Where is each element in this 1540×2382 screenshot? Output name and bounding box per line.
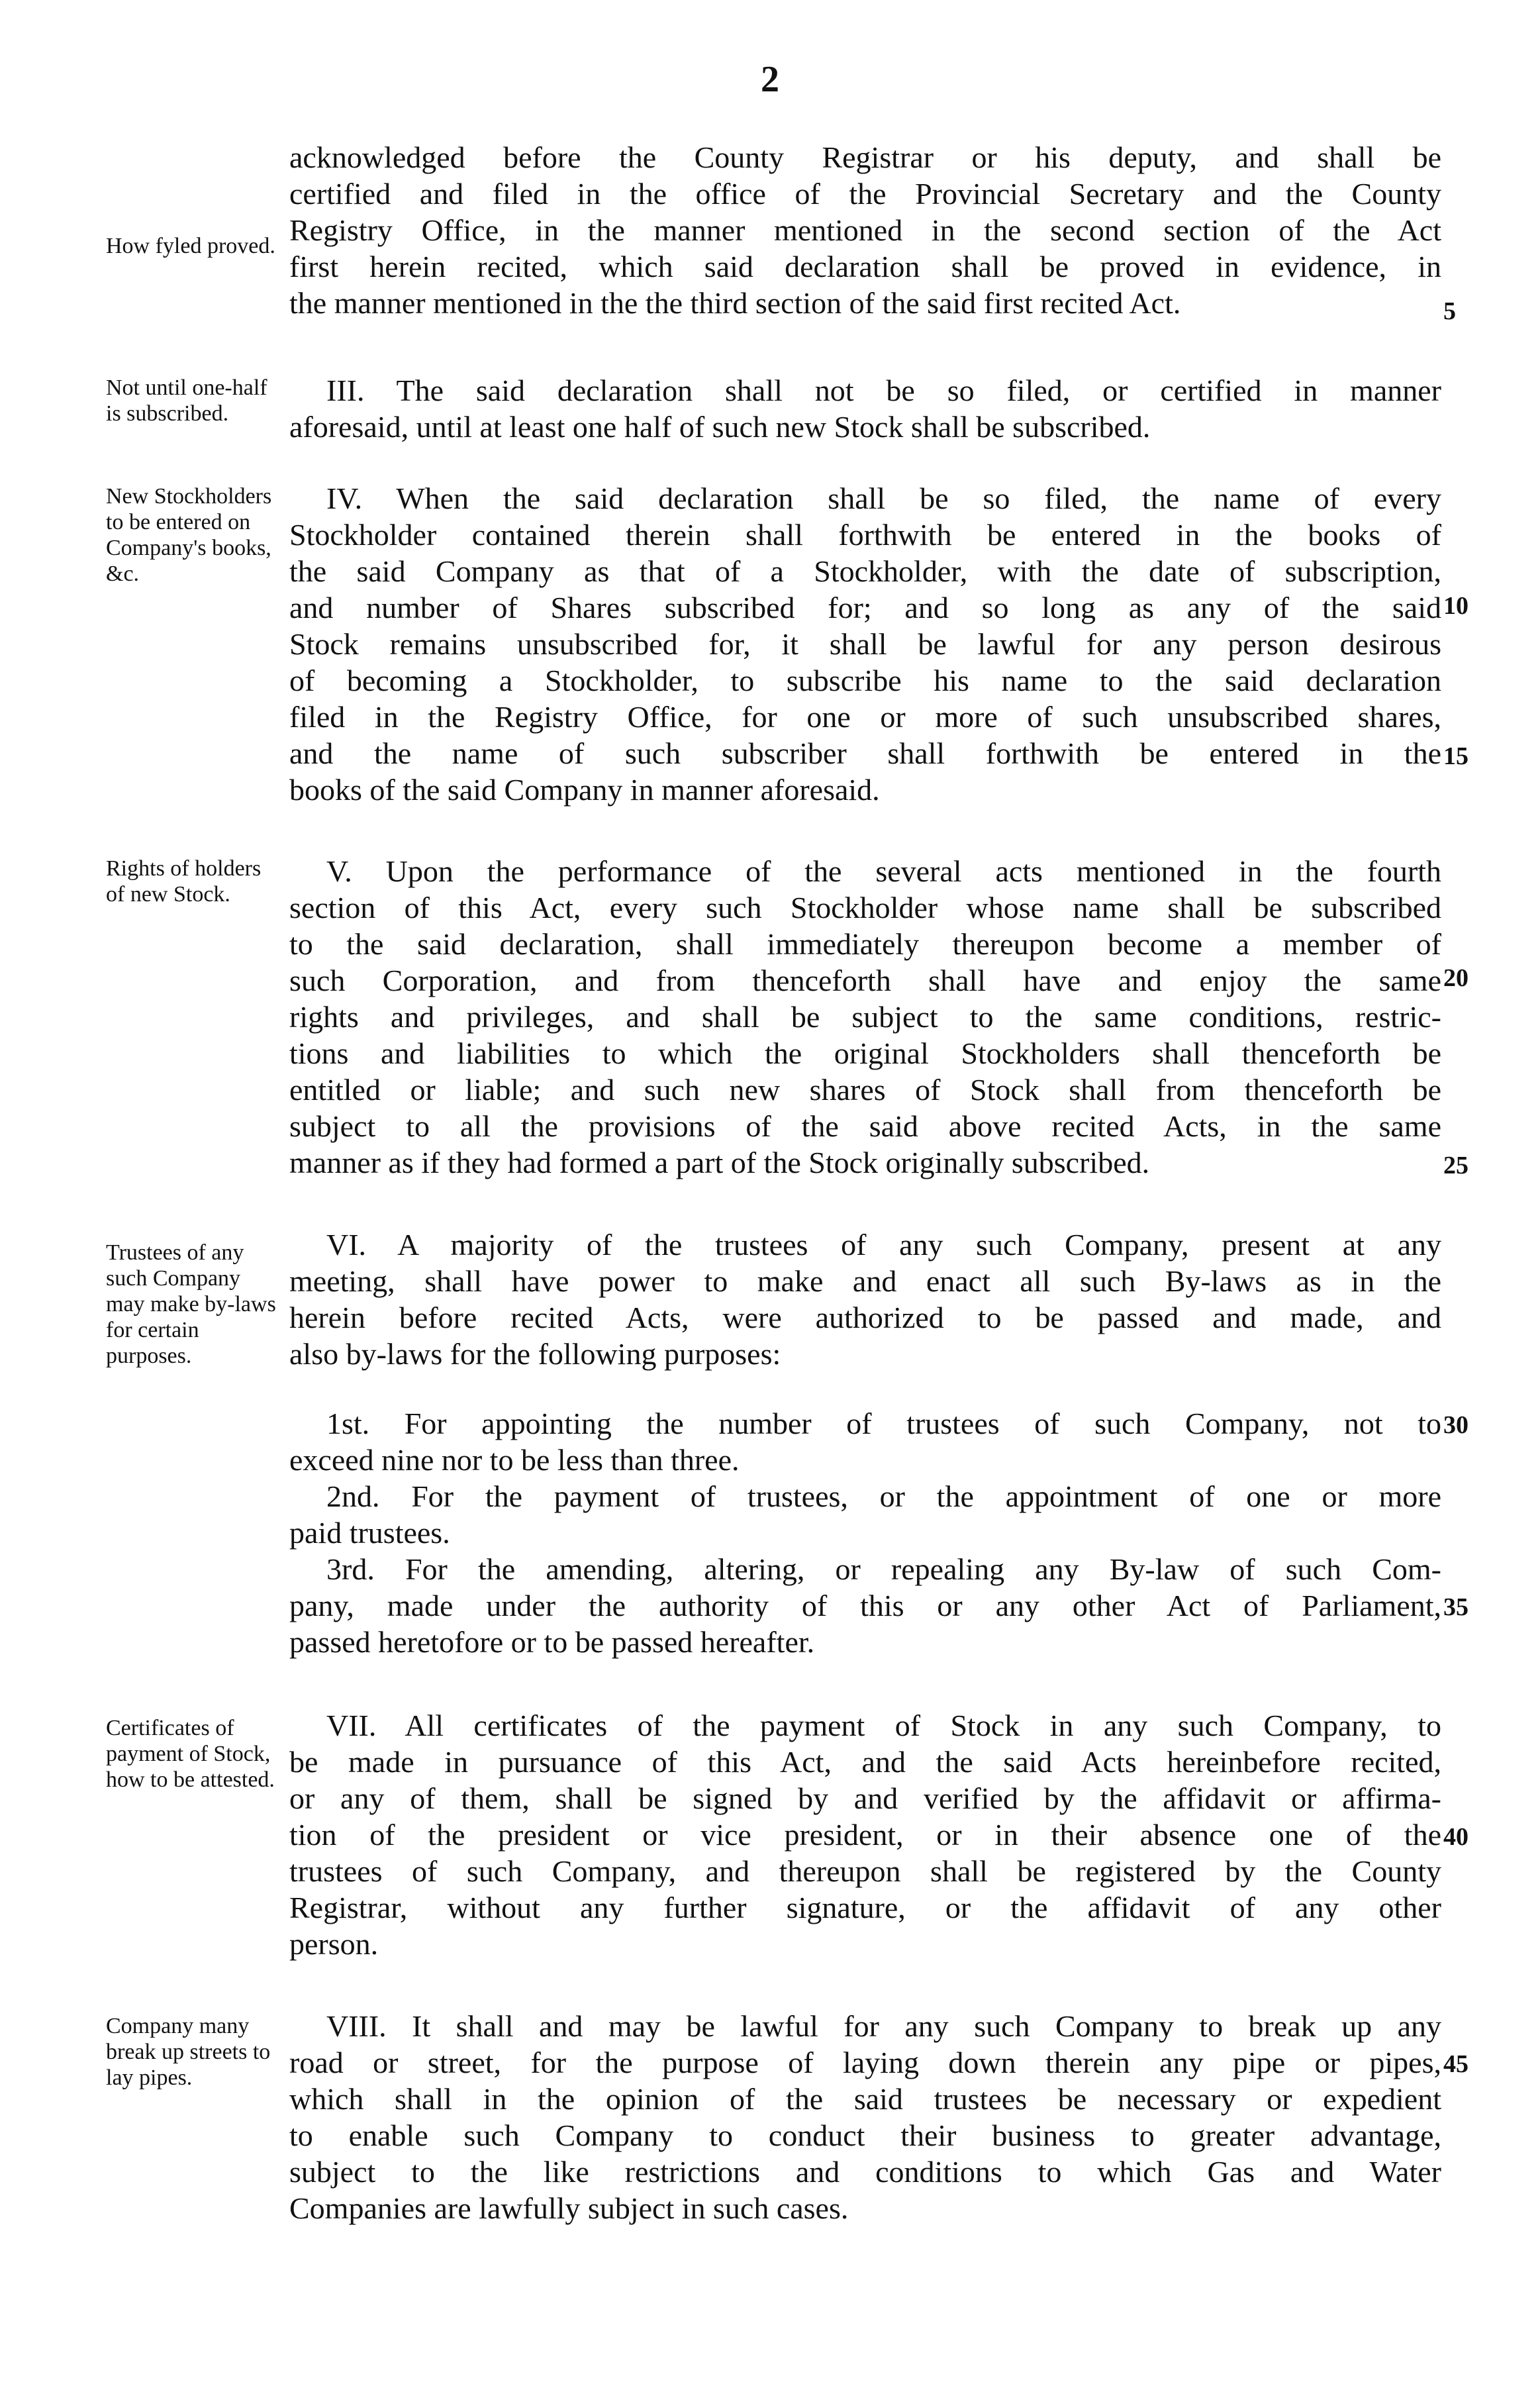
- text-line: section of this Act, every such Stockholder whose name shall be subscribed: [289, 891, 1441, 924]
- text-line: the said Company as that of a Stockholder, with the date of subscription,: [289, 554, 1441, 588]
- text-line: IV. When the said declaration shall be so filed, the name of every: [326, 481, 1441, 515]
- section-text: [289, 2008, 1441, 2226]
- line-number: 30: [1443, 1411, 1468, 1439]
- section-text: [289, 1707, 1441, 1962]
- list-item-line: exceed nine nor to be less than three.: [289, 1443, 740, 1477]
- list-item-line: paid trustees.: [289, 1516, 450, 1550]
- text-line: or any of them, shall be signed by and verified by the affidavit or affirma-: [289, 1781, 1441, 1815]
- text-line: Registry Office, in the manner mentioned in the second section of the Act: [289, 213, 1441, 247]
- text-line: meeting, shall have power to make and enact all such By-laws as in the: [289, 1264, 1441, 1298]
- line-number: 45: [1443, 2050, 1468, 2078]
- text-line: Stock remains unsubscribed for, it shall be lawful for any person desirous: [289, 627, 1441, 661]
- text-line: which shall in the opinion of the said trustees be necessary or expedient: [289, 2082, 1441, 2116]
- by-law-list: [289, 1405, 1441, 1660]
- section-text: [289, 1226, 1441, 1372]
- text-line: to the said declaration, shall immediately thereupon become a member of: [289, 927, 1441, 961]
- text-line: Registrar, without any further signature, or the affidavit of any other: [289, 1891, 1441, 1924]
- text-line: the manner mentioned in the the third section of the said first recited Act.: [289, 286, 1181, 320]
- text-line: be made in pursuance of this Act, and the said Acts hereinbefore recited,: [289, 1745, 1441, 1779]
- marginal-note: Certificates of payment of Stock, how to be attested.: [106, 1716, 275, 1792]
- text-line: books of the said Company in manner aforesaid.: [289, 773, 880, 807]
- line-number: 40: [1443, 1823, 1468, 1851]
- text-line: subject to the like restrictions and conditions to which Gas and Water: [289, 2155, 1441, 2189]
- text-line: VII. All certificates of the payment of Stock in any such Company, to: [326, 1709, 1441, 1742]
- text-line: person.: [289, 1927, 379, 1961]
- text-line: subject to all the provisions of the said above recited Acts, in the same: [289, 1109, 1441, 1143]
- text-line: tion of the president or vice president, or in their absence one of the: [289, 1818, 1441, 1852]
- list-item-line: 3rd. For the amending, altering, or repealing any By-law of such Com-: [326, 1552, 1441, 1586]
- text-line: filed in the Registry Office, for one or more of such unsubscribed shares,: [289, 700, 1441, 734]
- text-line: herein before recited Acts, were authorized to be passed and made, and: [289, 1301, 1441, 1334]
- text-line: aforesaid, until at least one half of such new Stock shall be subscribed.: [289, 410, 1151, 444]
- section-text: [289, 372, 1441, 445]
- line-number: 25: [1443, 1152, 1468, 1179]
- text-line: manner as if they had formed a part of the Stock originally subscribed.: [289, 1146, 1150, 1179]
- text-line: of becoming a Stockholder, to subscribe his name to the said declaration: [289, 664, 1441, 697]
- line-number: 20: [1443, 964, 1468, 992]
- text-line: V. Upon the performance of the several acts mentioned in the fourth: [326, 854, 1441, 888]
- text-line: acknowledged before the County Registrar or his deputy, and shall be: [289, 140, 1441, 174]
- marginal-note: Rights of holders of new Stock.: [106, 856, 262, 907]
- text-line: VIII. It shall and may be lawful for any such Company to break up any: [326, 2009, 1441, 2043]
- section-text: [289, 480, 1441, 808]
- marginal-note: Trustees of any such Company may make by-laws for certain purposes.: [106, 1240, 276, 1368]
- line-number: 15: [1443, 742, 1468, 770]
- text-line: road or street, for the purpose of laying down therein any pipe or pipes,: [289, 2046, 1441, 2079]
- text-line: trustees of such Company, and thereupon shall be registered by the County: [289, 1854, 1441, 1888]
- list-item-line: 2nd. For the payment of trustees, or the appointment of one or more: [326, 1479, 1441, 1513]
- section-text: [289, 853, 1441, 1181]
- marginal-note: New Stockholders to be entered on Company's books, &c.: [106, 484, 272, 586]
- marginal-note: Not until one-half is subscribed.: [106, 375, 267, 426]
- marginal-note: How fyled proved.: [106, 234, 275, 258]
- page-number: 2: [761, 59, 779, 100]
- text-line: rights and privileges, and shall be subject to the same conditions, restric-: [289, 1000, 1441, 1034]
- text-line: also by-laws for the following purposes:: [289, 1337, 781, 1371]
- list-item-line: pany, made under the authority of this or any other Act of Parliament,: [289, 1589, 1441, 1622]
- text-line: and number of Shares subscribed for; and so long as any of the said: [289, 591, 1441, 624]
- text-line: Stockholder contained therein shall forthwith be entered in the books of: [289, 518, 1441, 552]
- text-line: VI. A majority of the trustees of any such Company, present at any: [326, 1228, 1441, 1262]
- line-number: 10: [1443, 592, 1468, 620]
- text-line: III. The said declaration shall not be so filed, or certified in manner: [326, 373, 1441, 407]
- line-number: 5: [1443, 297, 1456, 325]
- text-line: certified and filed in the office of the Provincial Secretary and the County: [289, 177, 1441, 211]
- section-text: [289, 139, 1441, 321]
- list-item-line: passed heretofore or to be passed hereafter.: [289, 1625, 815, 1659]
- text-line: and the name of such subscriber shall forthwith be entered in the: [289, 736, 1441, 770]
- text-line: tions and liabilities to which the original Stockholders shall thenceforth be: [289, 1036, 1441, 1070]
- text-line: to enable such Company to conduct their business to greater advantage,: [289, 2118, 1441, 2152]
- marginal-note: Company many break up streets to lay pipes.: [106, 2014, 271, 2090]
- text-line: such Corporation, and from thenceforth shall have and enjoy the same: [289, 964, 1441, 997]
- text-line: first herein recited, which said declaration shall be proved in evidence, in: [289, 250, 1441, 283]
- text-line: entitled or liable; and such new shares of Stock shall from thenceforth be: [289, 1073, 1441, 1107]
- list-item-line: 1st. For appointing the number of trustees of such Company, not to: [326, 1407, 1441, 1440]
- line-number: 35: [1443, 1593, 1468, 1621]
- text-line: Companies are lawfully subject in such cases.: [289, 2191, 849, 2225]
